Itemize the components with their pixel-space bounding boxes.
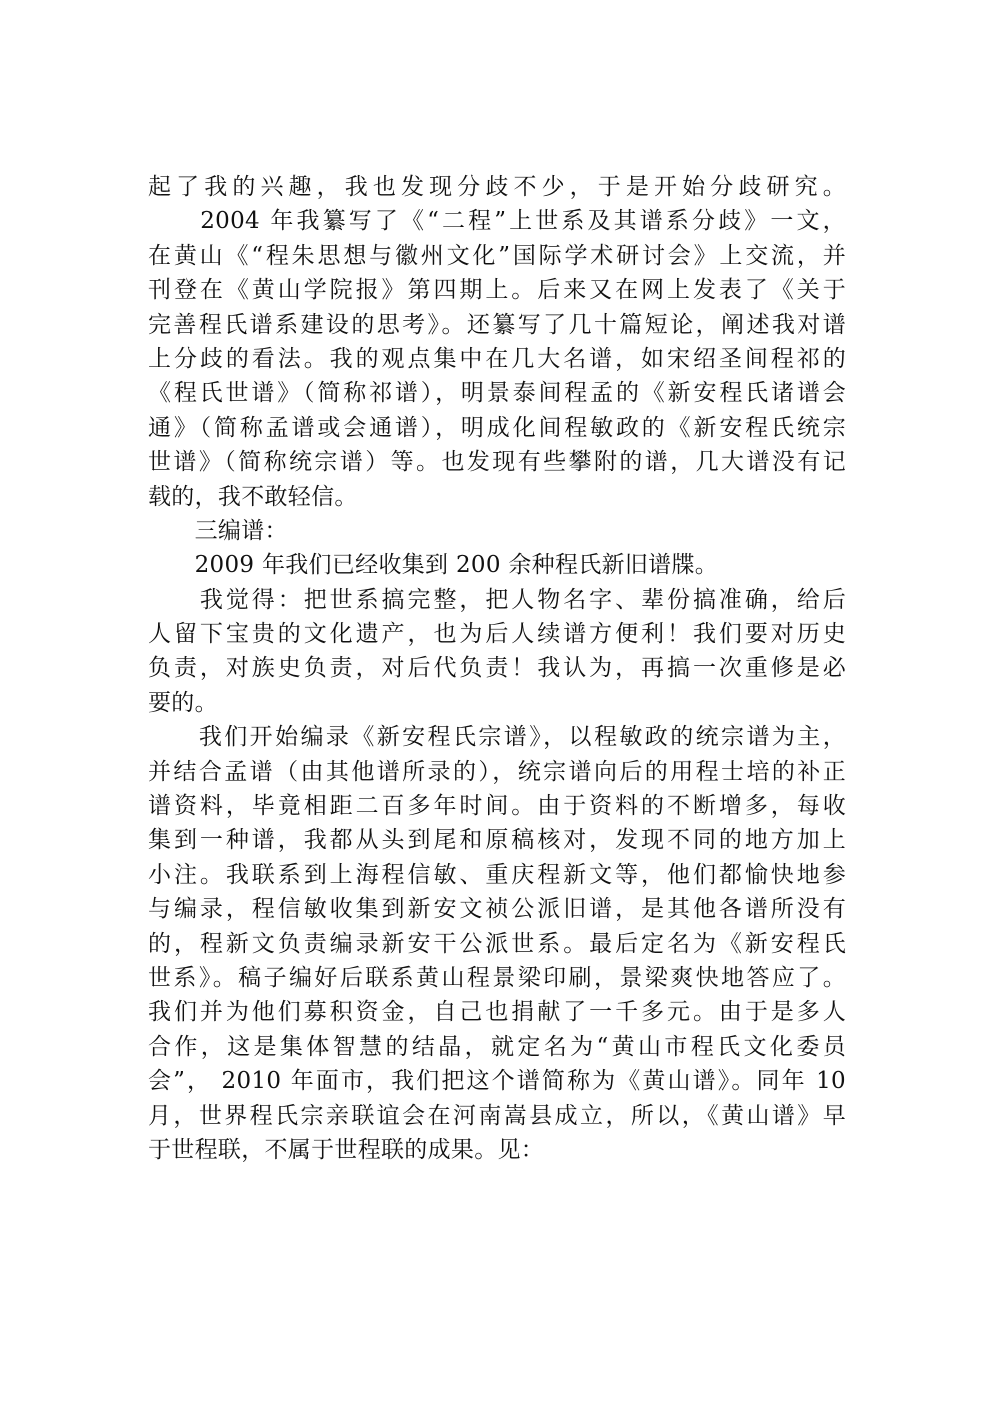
text-line: 2004 年我纂写了《“二程”上世系及其谱系分歧》一文， <box>148 208 846 235</box>
text-line: 《程氏世谱》（简称祁谱），明景泰间程孟的《新安程氏诸谱会 <box>148 380 846 407</box>
text-line: 刊登在《黄山学院报》第四期上。后来又在网上发表了《关于 <box>148 277 846 304</box>
body-text <box>148 170 846 1167</box>
text-line: 谱资料，毕竟相距二百多年时间。由于资料的不断增多，每收 <box>148 793 846 820</box>
text-line: 世系》。稿子编好后联系黄山程景梁印刷，景梁爽快地答应了。 <box>148 964 846 991</box>
text-line: 完善程氏谱系建设的思考》。还纂写了几十篇短论，阐述我对谱 <box>148 311 846 338</box>
text-line: 与编录，程信敏收集到新安文祯公派旧谱，是其他各谱所没有 <box>148 896 846 923</box>
text-line: 小注。我联系到上海程信敏、重庆程新文等，他们都愉快地参 <box>148 861 846 888</box>
text-line: 上分歧的看法。我的观点集中在几大名谱，如宋绍圣间程祁的 <box>148 345 846 372</box>
text-line: 通》（简称孟谱或会通谱），明成化间程敏政的《新安程氏统宗 <box>148 414 846 441</box>
text-line: 会”， 2010 年面市，我们把这个谱简称为《黄山谱》。同年 10 <box>148 1068 846 1095</box>
text-line: 在黄山《“程朱思想与徽州文化”国际学术研讨会》上交流，并 <box>148 242 846 269</box>
text-line: 合作，这是集体智慧的结晶，就定名为“黄山市程氏文化委员 <box>148 1033 846 1060</box>
text-line: 我们并为他们募积资金，自己也捐献了一千多元。由于是多人 <box>148 999 846 1026</box>
text-line: 要的。 <box>148 689 218 716</box>
text-line: 的，程新文负责编录新安干公派世系。最后定名为《新安程氏 <box>148 930 846 957</box>
text-line: 于世程联，不属于世程联的成果。见： <box>148 1136 545 1163</box>
text-line: 我们开始编录《新安程氏宗谱》，以程敏政的统宗谱为主， <box>148 724 846 751</box>
text-line: 月，世界程氏宗亲联谊会在河南嵩县成立，所以，《黄山谱》早 <box>148 1102 846 1129</box>
text-line: 载的，我不敢轻信。 <box>148 483 358 510</box>
text-line: 起了我的兴趣，我也发现分歧不少，于是开始分歧研究。 <box>148 174 846 200</box>
text-line: 2009 年我们已经收集到 200 余种程氏新旧谱牒。 <box>148 552 719 579</box>
text-line: 并结合孟谱（由其他谱所录的），统宗谱向后的用程士培的补正 <box>148 758 846 785</box>
text-line: 世谱》（简称统宗谱）等。也发现有些攀附的谱，几大谱没有记 <box>148 449 846 476</box>
text-line: 集到一种谱，我都从头到尾和原稿核对，发现不同的地方加上 <box>148 827 846 854</box>
text-line: 人留下宝贵的文化遗产，也为后人续谱方便利！我们要对历史 <box>148 621 846 648</box>
section-heading: 三编谱： <box>148 517 288 544</box>
text-line: 我觉得：把世系搞完整，把人物名字、辈份搞准确，给后 <box>148 586 846 613</box>
text-line: 负责，对族史负责，对后代负责！我认为，再搞一次重修是必 <box>148 655 846 682</box>
